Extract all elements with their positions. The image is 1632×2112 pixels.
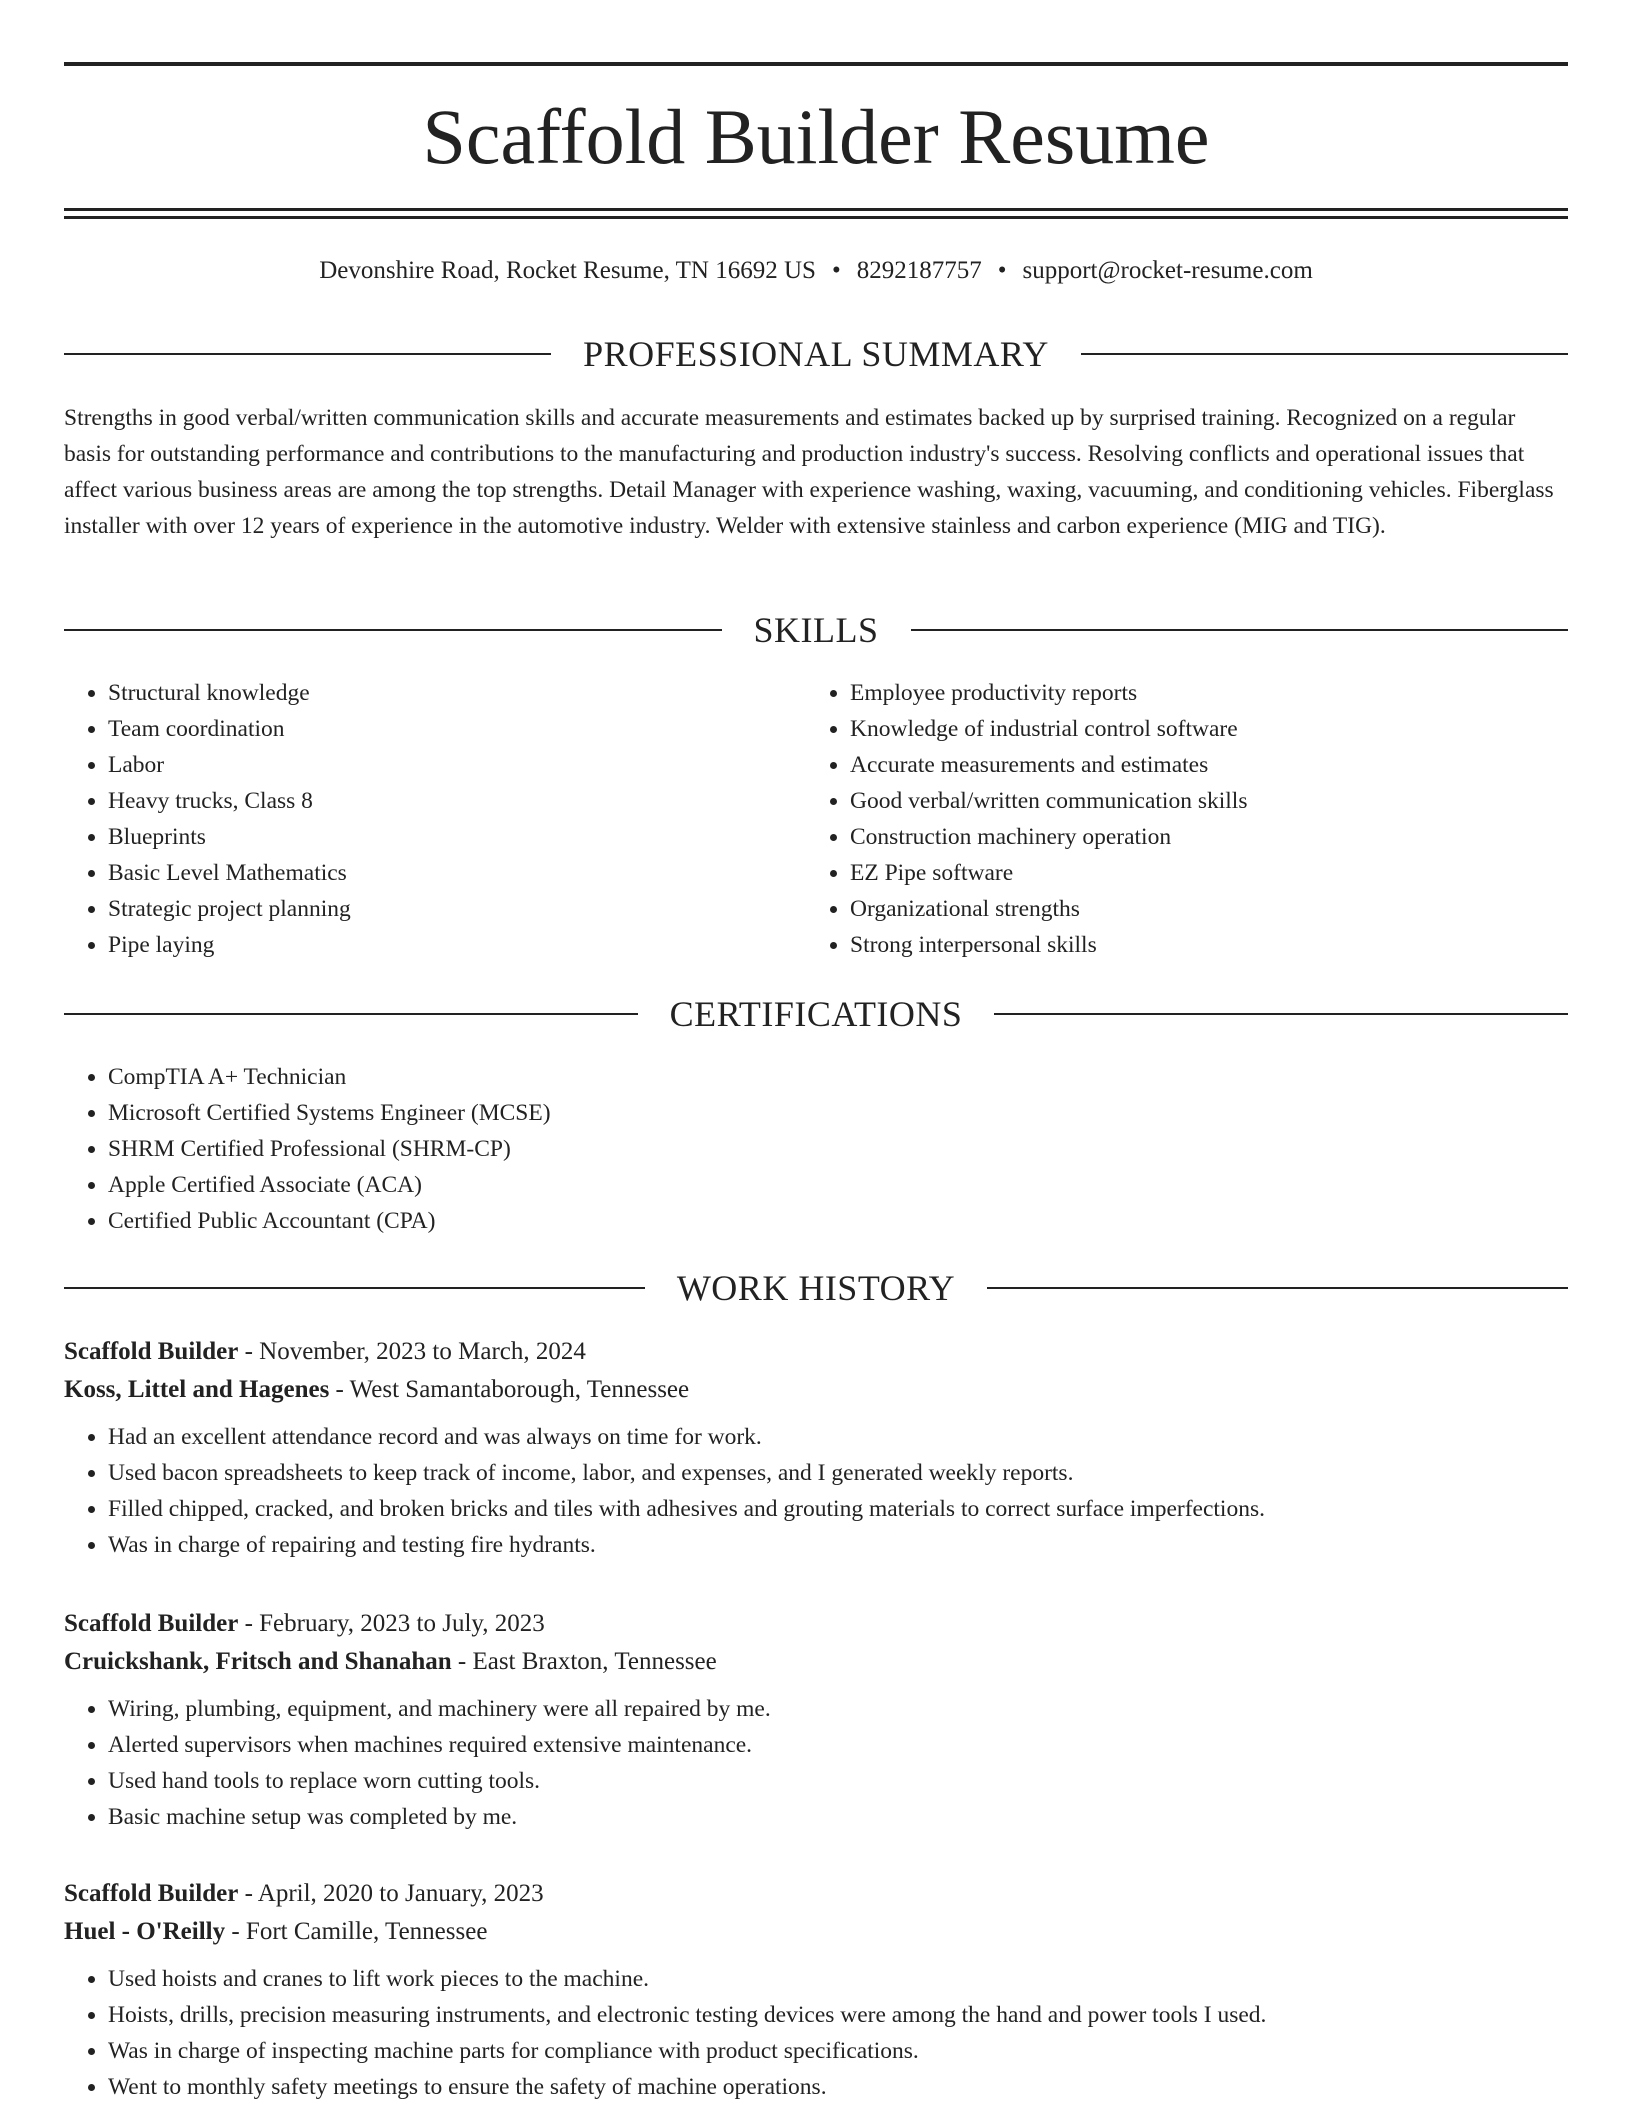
skill-item: • Employee productivity reports bbox=[850, 675, 1546, 711]
skill-item: • Heavy trucks, Class 8 bbox=[108, 783, 804, 819]
skill-item: • EZ Pipe software bbox=[850, 855, 1546, 891]
job-company: Cruickshank, Fritsch and Shanahan bbox=[64, 1648, 452, 1675]
title-rule-lower bbox=[64, 216, 1568, 219]
job-dates: - February, 2023 to July, 2023 bbox=[238, 1610, 545, 1637]
skill-item: • Construction machinery operation bbox=[850, 819, 1546, 855]
job-entry bbox=[64, 1875, 1568, 2105]
job-bullet: • Wiring, plumbing, equipment, and machinery were all repaired by me. bbox=[108, 1691, 1568, 1727]
job-title: Scaffold Builder bbox=[64, 1880, 239, 1907]
job-bullet-list bbox=[64, 1961, 1568, 2105]
job-entry bbox=[64, 1605, 1568, 1835]
section-rule bbox=[64, 1287, 645, 1289]
certification-item: • Certified Public Accountant (CPA) bbox=[108, 1203, 1568, 1239]
skills-column-right bbox=[806, 675, 1546, 963]
skill-item: • Accurate measurements and estimates bbox=[850, 747, 1546, 783]
section-title-skills: SKILLS bbox=[753, 610, 879, 650]
job-title-line bbox=[64, 1333, 1568, 1371]
job-title-line bbox=[64, 1605, 1568, 1643]
job-company-line bbox=[64, 1643, 1568, 1681]
job-company: Koss, Littel and Hagenes bbox=[64, 1376, 330, 1403]
section-rule bbox=[64, 1013, 638, 1015]
section-header-work-history bbox=[64, 1266, 1568, 1310]
skill-item: • Team coordination bbox=[108, 711, 804, 747]
skill-item: • Structural knowledge bbox=[108, 675, 804, 711]
job-bullet: • Filled chipped, cracked, and broken bricks and tiles with adhesives and grouting materials to correct surface imperfections. bbox=[108, 1491, 1568, 1527]
job-bullet: • Basic machine setup was completed by me. bbox=[108, 1799, 1568, 1835]
skill-item: • Basic Level Mathematics bbox=[108, 855, 804, 891]
job-company: Huel - O'Reilly bbox=[64, 1918, 226, 1945]
skill-item: • Organizational strengths bbox=[850, 891, 1546, 927]
job-title-line bbox=[64, 1875, 1568, 1913]
skill-item: • Strong interpersonal skills bbox=[850, 927, 1546, 963]
job-title: Scaffold Builder bbox=[64, 1610, 239, 1637]
job-bullet: • Was in charge of inspecting machine parts for compliance with product specifications. bbox=[108, 2033, 1568, 2069]
job-dates: - November, 2023 to March, 2024 bbox=[238, 1338, 586, 1365]
contact-email: support@rocket-resume.com bbox=[1022, 257, 1313, 284]
certification-item: • CompTIA A+ Technician bbox=[108, 1059, 1568, 1095]
job-bullet: • Had an excellent attendance record and was always on time for work. bbox=[108, 1419, 1568, 1455]
skill-item: • Pipe laying bbox=[108, 927, 804, 963]
title-rule-upper bbox=[64, 208, 1568, 211]
job-bullet: • Hoists, drills, precision measuring instruments, and electronic testing devices were among the hand and power tools I used. bbox=[108, 1997, 1568, 2033]
section-rule bbox=[911, 629, 1569, 631]
skill-item: • Blueprints bbox=[108, 819, 804, 855]
certification-item: • SHRM Certified Professional (SHRM-CP) bbox=[108, 1131, 1568, 1167]
job-title: Scaffold Builder bbox=[64, 1338, 239, 1365]
page-title: Scaffold Builder Resume bbox=[422, 93, 1210, 180]
certification-item: • Microsoft Certified Systems Engineer (MCSE) bbox=[108, 1095, 1568, 1131]
contact-phone: 8292187757 bbox=[856, 257, 982, 284]
skills-list-right bbox=[806, 675, 1546, 963]
skills-column-left bbox=[64, 675, 804, 963]
job-company-line bbox=[64, 1913, 1568, 1951]
section-rule bbox=[1081, 353, 1568, 355]
contact-separator: • bbox=[831, 257, 841, 284]
job-company-line bbox=[64, 1371, 1568, 1409]
job-bullet: • Used hoists and cranes to lift work pieces to the machine. bbox=[108, 1961, 1568, 1997]
section-rule bbox=[64, 629, 722, 631]
top-rule bbox=[64, 62, 1568, 66]
job-location: - West Samantaborough, Tennessee bbox=[329, 1376, 690, 1403]
contact-address: Devonshire Road, Rocket Resume, TN 16692 US bbox=[319, 257, 816, 284]
job-bullet: • Was in charge of repairing and testing fire hydrants. bbox=[108, 1527, 1568, 1563]
skill-item: • Good verbal/written communication skills bbox=[850, 783, 1546, 819]
section-title-work-history: WORK HISTORY bbox=[676, 1268, 956, 1308]
section-title-certifications: CERTIFICATIONS bbox=[669, 994, 963, 1034]
certifications-list bbox=[64, 1059, 1568, 1239]
job-bullet: • Went to monthly safety meetings to ensure the safety of machine operations. bbox=[108, 2069, 1568, 2105]
job-bullet-list bbox=[64, 1419, 1568, 1563]
section-rule bbox=[987, 1287, 1568, 1289]
section-title-summary: PROFESSIONAL SUMMARY bbox=[583, 334, 1049, 374]
job-location: - East Braxton, Tennessee bbox=[451, 1648, 717, 1675]
section-header-summary bbox=[64, 332, 1568, 376]
certification-item: • Apple Certified Associate (ACA) bbox=[108, 1167, 1568, 1203]
contact-separator: • bbox=[997, 257, 1007, 284]
job-location: - Fort Camille, Tennessee bbox=[225, 1918, 488, 1945]
job-entry bbox=[64, 1333, 1568, 1563]
skill-item: • Knowledge of industrial control software bbox=[850, 711, 1546, 747]
job-bullet: • Used bacon spreadsheets to keep track of income, labor, and expenses, and I generated weekly reports. bbox=[108, 1455, 1568, 1491]
job-bullet-list bbox=[64, 1691, 1568, 1835]
job-bullet: • Used hand tools to replace worn cutting tools. bbox=[108, 1763, 1568, 1799]
contact-line bbox=[64, 254, 1568, 288]
section-rule bbox=[64, 353, 551, 355]
job-dates: - April, 2020 to January, 2023 bbox=[238, 1880, 544, 1907]
summary-text: Strengths in good verbal/written communication skills and accurate measurements and estimates backed up by surprised training. Recognized on a regular basis for outstanding performance and contributions to the manufacturing and production industry's success. Resolving conflicts and operational issues that affect various business areas are among the top strengths. Detail Manager with experience washing, waxing, vacuuming, and conditioning vehicles. Fiberglass installer with over 12 years of experience in the automotive industry. Welder with extensive stainless and carbon experience (MIG and TIG). bbox=[64, 405, 1554, 539]
section-header-skills bbox=[64, 608, 1568, 652]
job-bullet: • Alerted supervisors when machines required extensive maintenance. bbox=[108, 1727, 1568, 1763]
section-header-certifications bbox=[64, 992, 1568, 1036]
skills-list-left bbox=[64, 675, 804, 963]
skill-item: • Strategic project planning bbox=[108, 891, 804, 927]
section-rule bbox=[994, 1013, 1568, 1015]
skill-item: • Labor bbox=[108, 747, 804, 783]
certifications-block bbox=[64, 1059, 1568, 1239]
